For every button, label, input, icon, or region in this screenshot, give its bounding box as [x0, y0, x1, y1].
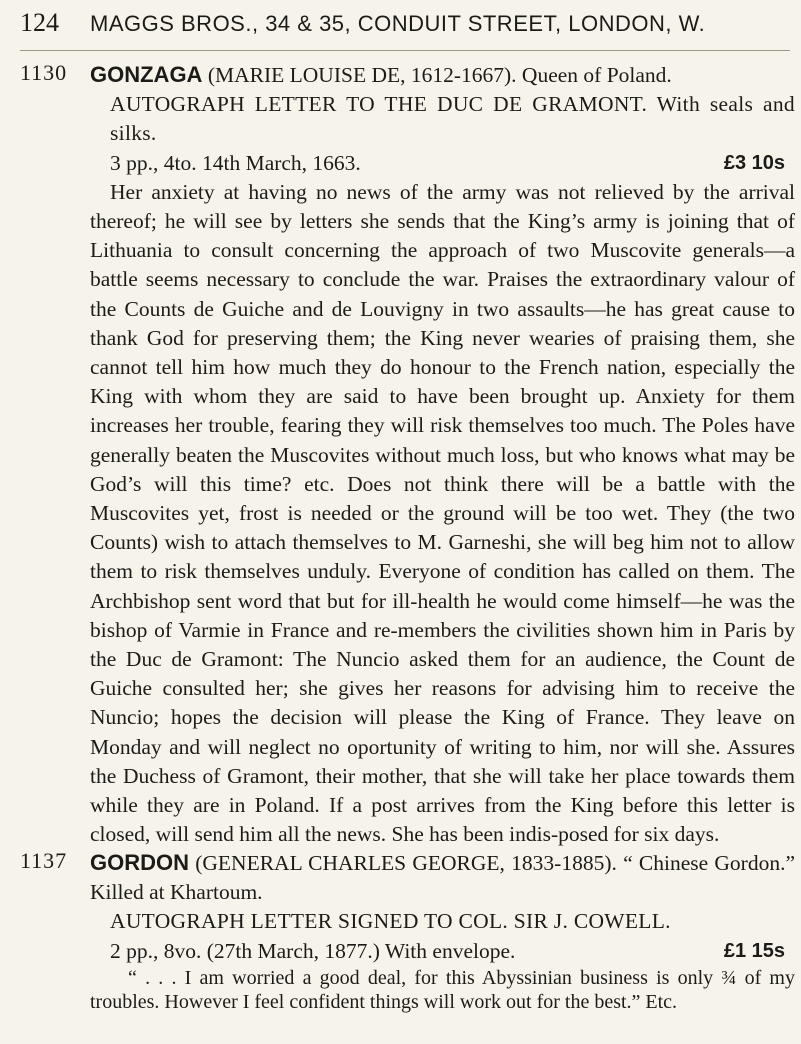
lot-description: “ . . . I am worried a good deal, for this Abyssinian business is only ¾ of my troubles. However I feel confident things will work out for the best.” Etc. — [90, 966, 795, 1013]
lot-heading — [90, 60, 795, 90]
lot-heading — [90, 848, 795, 907]
lot-details-line — [90, 149, 795, 178]
page-header — [20, 8, 790, 38]
lot-title: AUTOGRAPH LETTER SIGNED TO COL. SIR J. COWELL. — [110, 909, 671, 934]
lot-price: £3 10s — [723, 151, 785, 174]
lot-number: 1137 — [20, 848, 68, 873]
header-rule — [20, 50, 790, 51]
lot-title: AUTOGRAPH LETTER TO THE DUC DE GRAMONT. With seals and silks. — [110, 92, 795, 146]
lot-details: 2 pp., 8vo. (27th March, 1877.) With envelope. — [110, 938, 516, 963]
lot-price: £1 15s — [723, 939, 785, 962]
running-head: MAGGS BROS., 34 & 35, CONDUIT STREET, LONDON, W. — [90, 11, 706, 36]
lot-name: GORDON — [90, 850, 189, 875]
lot-details: 3 pp., 4to. 14th March, 1663. — [110, 150, 361, 175]
lot-entry — [20, 848, 795, 1014]
lot-description: Her anxiety at having no news of the army was not relieved by the arrival thereof; he will see by letters she sends that the King’s army is joining that of Lithuania to consult concerning the approach of two Muscovite generals—a battle seems necessary to conclude the war. Praises the extraordinary valour of the Counts de Guiche and de Louvigny in two assaults—he has great cause to thank God for preserving them; the King never wearies of praising them, she cannot tell him how much they do honour to the French nation, especially the King with whom they are said to have been brought up. Anxiety for them increases her trouble, fearing they will risk themselves too much. The Poles have generally beaten the Muscovites without much loss, but who knows what may be God’s will this time? etc. Does not think there will be a battle with the Muscovites yet, frost is needed or the ground will be too wet. They (the two Counts) wish to attach themselves to M. Garneshi, she will beg him not to allow them to risk themselves unduly. Everyone of condition has called on them. The Archbishop sent word that but for ill-health he would come himself—he was the bishop of Varmie in France and re-members the civilities shown him in Paris by the Duc de Gramont: The Nuncio asked them for an audience, the Count de Guiche consulted her; she gives her reasons for advising him to receive the Nuncio; hopes the decision will please the King of France. They leave on Monday and will neglect no oportunity of writing to him, nor will she. Assures the Duchess of Gramont, their mother, that she will take her place towards them while they are in Poland. If a post arrives from the King before this letter is closed, will send him all the news. She has been indis-posed for six days. — [90, 179, 795, 847]
lot-name: GONZAGA — [90, 62, 203, 87]
lot-entry — [20, 60, 795, 849]
lot-subheading: (GENERAL CHARLES GEORGE, 1833-1885). “ Chinese Gordon.” Killed at Khartoum. — [90, 851, 795, 905]
page-number: 124 — [20, 8, 59, 37]
lot-number: 1130 — [20, 60, 68, 85]
lot-details-line — [90, 937, 795, 966]
lot-subheading: (MARIE LOUISE DE, 1612-1667). Queen of Poland. — [202, 63, 672, 87]
